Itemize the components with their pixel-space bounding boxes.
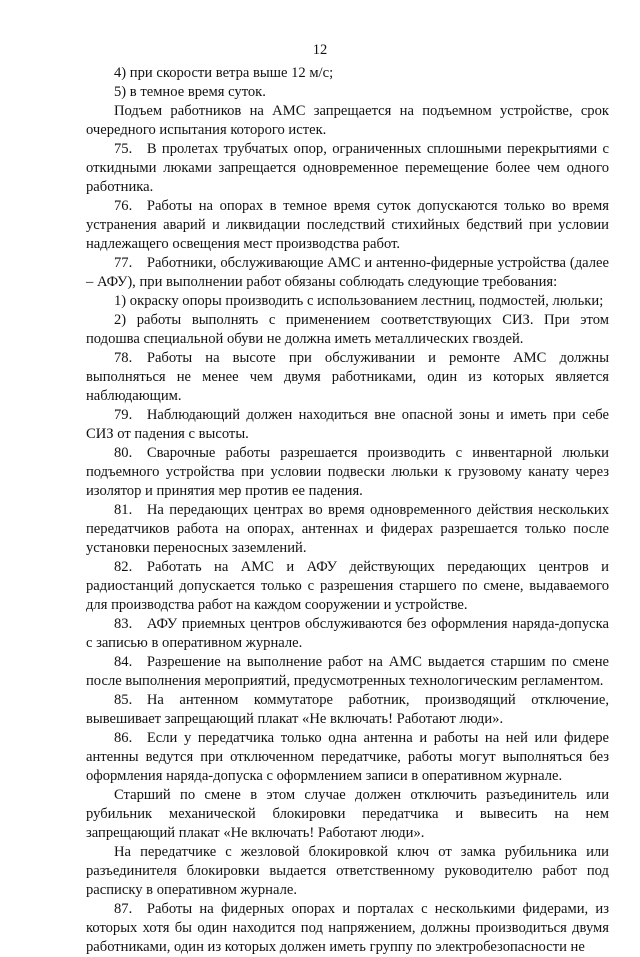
paragraph: 2) работы выполнять с применением соответствующих СИЗ. При этом подошва специальной обуви не должна иметь металлических гвоздей. — [86, 312, 609, 347]
paragraph: 82. Работать на АМС и АФУ действующих передающих центров и радиостанций допускается только с разрешения старшего по смене, выдаваемого для производства работ на каждом сооружении и устройстве. — [86, 559, 609, 613]
paragraph: На передатчике с жезловой блокировкой ключ от замка рубильника или разъединителя блокировки выдается ответственному руководителю работ под расписку в оперативном журнале. — [86, 844, 609, 898]
paragraph: 77. Работники, обслуживающие АМС и антенно-фидерные устройства (далее – АФУ), при выполнении работ обязаны соблюдать следующие требования: — [86, 255, 609, 290]
paragraph: 75. В пролетах трубчатых опор, ограниченных сплошными перекрытиями с откидными люками запрещается одновременное перемещение более чем одного работника. — [86, 141, 609, 195]
paragraph: 86. Если у передатчика только одна антенна и работы на ней или фидере антенны ведутся при отключенном передатчике, работы могут выполняться без оформления наряда-допуска с оформлением записи в оперативном журнале. — [86, 730, 609, 784]
page-number: 12 — [312, 42, 328, 58]
paragraph: 83. АФУ приемных центров обслуживаются без оформления наряда-допуска с записью в оперативном журнале. — [86, 616, 609, 651]
document-body — [86, 64, 609, 957]
paragraph: 81. На передающих центрах во время одновременного действия нескольких передатчиков работа на опорах, антеннах и фидерах разрешается только после установки переносных заземлений. — [86, 502, 609, 556]
paragraph: 79. Наблюдающий должен находиться вне опасной зоны и иметь при себе СИЗ от падения с высоты. — [86, 407, 609, 442]
paragraph: 80. Сварочные работы разрешается производить с инвентарной люльки подъемного устройства при условии подвески люльки к грузовому канату через изолятор и принятия мер против ее падения. — [86, 445, 609, 499]
paragraph: 5) в темное время суток. — [114, 84, 266, 100]
paragraph: 87. Работы на фидерных опорах и порталах с несколькими фидерами, из которых хотя бы один находится под напряжением, должны производиться двумя работниками, один из которых должен иметь группу по электробезопасности не — [86, 901, 609, 955]
paragraph: 84. Разрешение на выполнение работ на АМС выдается старшим по смене после выполнения мероприятий, предусмотренных технологическим регламентом. — [86, 654, 609, 689]
paragraph: 85. На антенном коммутаторе работник, производящий отключение, вывешивает запрещающий плакат «Не включать! Работают люди». — [86, 692, 609, 727]
paragraph: 78. Работы на высоте при обслуживании и ремонте АМС должны выполняться не менее чем двумя работниками, один из которых является наблюдающим. — [86, 350, 609, 404]
paragraph: 1) окраску опоры производить с использованием лестниц, подмостей, люльки; — [114, 293, 604, 309]
paragraph: 4) при скорости ветра выше 12 м/с; — [114, 65, 334, 81]
paragraph: 76. Работы на опорах в темное время суток допускаются только во время устранения аварий и ликвидации последствий стихийных бедствий при условии надлежащего освещения мест производства работ. — [86, 198, 609, 252]
paragraph: Старший по смене в этом случае должен отключить разъединитель или рубильник механической блокировки передатчика и вывесить на нем запрещающий плакат «Не включать! Работают люди». — [86, 787, 609, 841]
paragraph: Подъем работников на АМС запрещается на подъемном устройстве, срок очередного испытания которого истек. — [86, 103, 609, 138]
